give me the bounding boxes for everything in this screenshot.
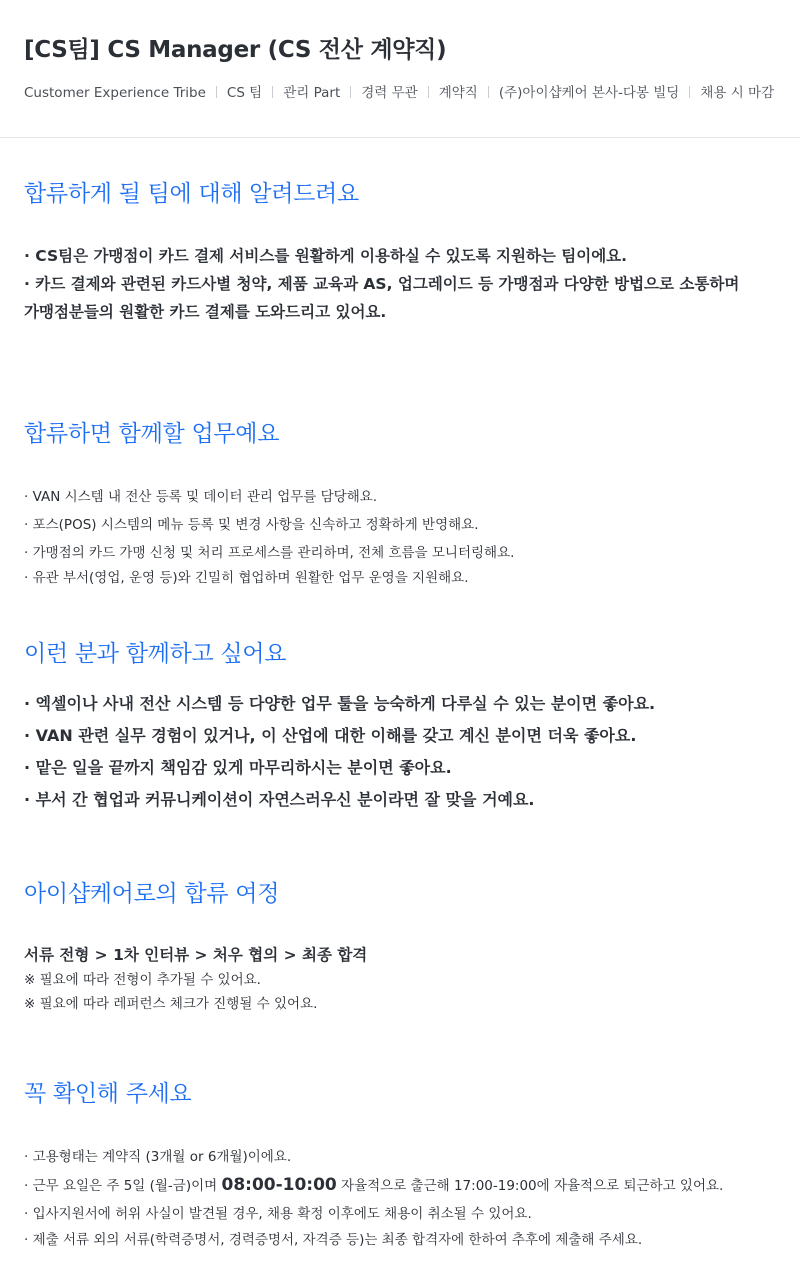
team-description	[24, 242, 776, 326]
process-block	[24, 942, 776, 1016]
wanted-item: · 부서 간 협업과 커뮤니케이션이 자연스러우신 분이라면 잘 맞을 거예요.	[24, 790, 535, 809]
process-note: ※ 필요에 따라 레퍼런스 체크가 진행될 수 있어요.	[24, 996, 318, 1012]
section-title-wanted: 이런 분과 함께하고 싶어요	[24, 641, 287, 667]
process-flow: 서류 전형 > 1차 인터뷰 > 처우 협의 > 최종 합격	[24, 946, 368, 964]
notice-item: · 제출 서류 외의 서류(학력증명서, 경력증명서, 자격증 등)는 최종 합격자에 한하여 추후에 제출해 주세요.	[24, 1232, 643, 1248]
duty-item: · 유관 부서(영업, 운영 등)와 긴밀히 협업하며 원활한 업무 운영을 지원해요.	[24, 570, 469, 586]
notice-list	[24, 1143, 776, 1252]
meta-deadline: 채용 시 마감	[679, 84, 774, 102]
notice-item: · 고용형태는 계약직 (3개월 or 6개월)이에요.	[24, 1149, 292, 1165]
notice-start-time: 08:00-10:00	[221, 1175, 337, 1195]
wanted-item: · VAN 관련 실무 경험이 있거나, 이 산업에 대한 이해를 갖고 계신 분이면 더욱 좋아요.	[24, 726, 637, 745]
team-line: · 카드 결제와 관련된 카드사별 청약, 제품 교육과 AS, 업그레이드 등 가맹점과 다양한 방법으로 소통하며	[24, 275, 740, 293]
section-title-process: 아이샵케어로의 합류 여정	[24, 881, 280, 907]
job-header	[0, 0, 800, 138]
duties-list	[24, 483, 776, 589]
section-title-notice: 꼭 확인해 주세요	[24, 1081, 192, 1107]
notice-workdays: · 근무 요일은 주 5일 (월-금)이며	[24, 1178, 222, 1194]
notice-hours: 자율적으로 출근해 17:00-19:00에 자율적으로 퇴근하고 있어요.	[336, 1178, 724, 1194]
duty-item: · 포스(POS) 시스템의 메뉴 등록 및 변경 사항을 신속하고 정확하게 반영해요.	[24, 517, 479, 533]
notice-item	[24, 1171, 776, 1200]
wanted-item: · 맡은 일을 끝까지 책임감 있게 마무리하시는 분이면 좋아요.	[24, 758, 452, 777]
meta-team: CS 팀	[206, 84, 262, 102]
section-title-duties: 합류하면 함께할 업무예요	[24, 421, 280, 447]
notice-item: · 입사지원서에 허위 사실이 발견될 경우, 채용 확정 이후에도 채용이 취소될 수 있어요.	[24, 1206, 532, 1222]
section-title-team: 합류하게 될 팀에 대해 알려드려요	[24, 181, 359, 207]
duty-item: · VAN 시스템 내 전산 등록 및 데이터 관리 업무를 담당해요.	[24, 489, 378, 505]
job-title: [CS팀] CS Manager (CS 전산 계약직)	[24, 37, 447, 63]
meta-employment-type: 계약직	[418, 84, 478, 102]
wanted-list	[24, 688, 776, 816]
wanted-item: · 엑셀이나 사내 전산 시스템 등 다양한 업무 툴을 능숙하게 다루실 수 있는 분이면 좋아요.	[24, 694, 656, 713]
meta-part: 관리 Part	[262, 84, 340, 102]
duty-item: · 가맹점의 카드 가맹 신청 및 처리 프로세스를 관리하며, 전체 흐름을 모니터링해요.	[24, 545, 515, 561]
team-line: 가맹점분들의 원활한 카드 결제를 도와드리고 있어요.	[24, 303, 387, 321]
meta-experience: 경력 무관	[340, 84, 417, 102]
meta-tribe: Customer Experience Tribe	[24, 85, 206, 101]
team-line: · CS팀은 가맹점이 카드 결제 서비스를 원활하게 이용하실 수 있도록 지원하는 팀이에요.	[24, 247, 628, 265]
process-note: ※ 필요에 따라 전형이 추가될 수 있어요.	[24, 972, 261, 988]
job-meta	[24, 84, 776, 102]
meta-location: (주)아이샵케어 본사-다봉 빌딩	[478, 84, 679, 102]
